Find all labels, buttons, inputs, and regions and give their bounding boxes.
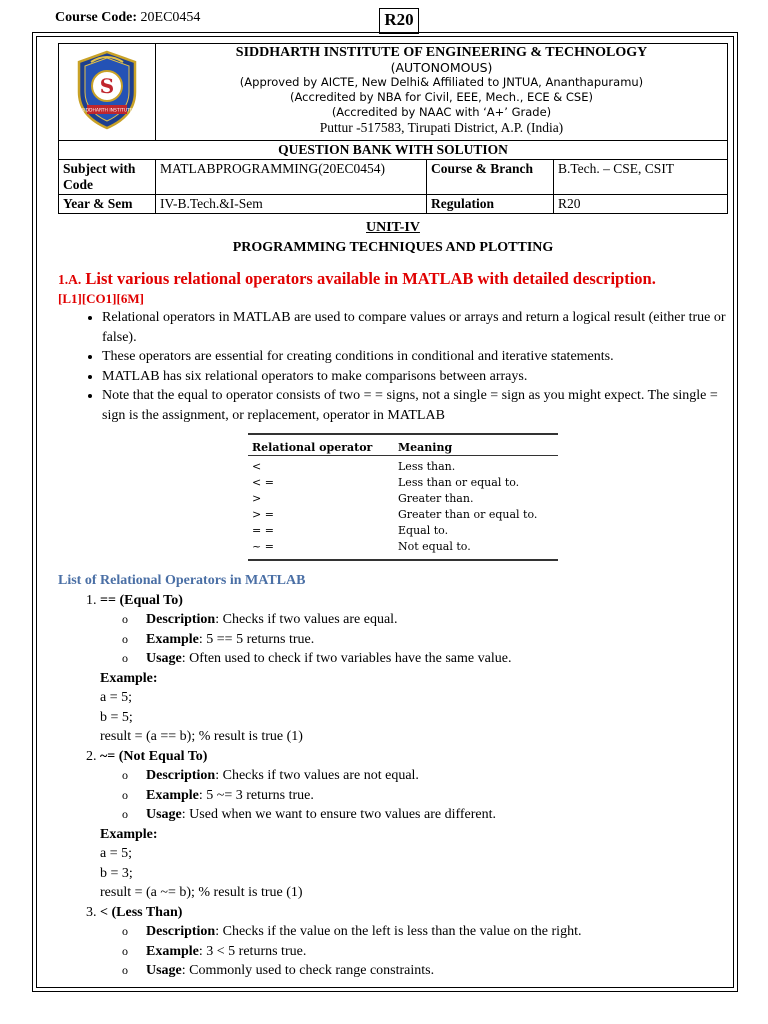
operator-details	[100, 766, 728, 825]
op-table-row	[252, 523, 552, 538]
op-meaning: Greater than.	[398, 492, 474, 505]
operator-list	[58, 591, 728, 981]
detail-item	[122, 961, 728, 981]
description-text: : Checks if two values are not equal.	[215, 768, 419, 783]
institute-logo	[71, 48, 143, 132]
op-table-col1-header: Relational operator	[252, 441, 373, 454]
operator-item	[100, 747, 728, 903]
operator-details	[100, 610, 728, 669]
bullet-item: • Relational operators in MATLAB are used to compare values or arrays and return a logical result (either true or false).	[102, 308, 728, 347]
regulation-label: Regulation	[427, 195, 554, 214]
course-code-value: 20EC0454	[140, 10, 201, 25]
detail-item	[122, 805, 728, 825]
detail-item	[122, 922, 728, 942]
description-label: Description	[146, 768, 216, 783]
op-table-row	[252, 507, 552, 522]
usage-text: : Often used to check if two variables have the same value.	[181, 651, 512, 666]
usage-label: Usage	[146, 651, 182, 666]
op-symbol: ~ =	[252, 540, 274, 553]
main-content	[58, 218, 728, 981]
list-heading: List of Relational Operators in MATLAB	[58, 573, 306, 588]
op-meaning: Less than or equal to.	[398, 476, 520, 489]
op-symbol: > =	[252, 508, 274, 521]
example-text: : 3 < 5 returns true.	[198, 943, 307, 959]
regulation-value: R20	[554, 195, 728, 214]
detail-item	[122, 630, 728, 650]
bullet-item: • MATLAB has six relational operators to make comparisons between arrays.	[102, 367, 728, 387]
op-symbol: >	[252, 492, 262, 505]
operator-title: ~= (Not Equal To)	[100, 748, 208, 764]
question-number: 1.A.	[58, 272, 82, 287]
op-meaning: Not equal to.	[398, 540, 471, 553]
question-tags: [L1][CO1][6M]	[58, 291, 144, 306]
detail-item	[122, 610, 728, 630]
usage-label: Usage	[146, 807, 182, 822]
op-meaning: Greater than or equal to.	[398, 508, 538, 521]
operator-item	[100, 903, 728, 981]
example-heading: Example:	[100, 670, 158, 686]
question-heading	[58, 269, 728, 290]
institute-info	[156, 44, 728, 141]
detail-item	[122, 942, 728, 962]
op-symbol: = =	[252, 524, 274, 537]
course-value: B.Tech. – CSE, CSIT	[554, 160, 728, 195]
code-line: b = 5;	[100, 709, 133, 725]
unit-title: PROGRAMMING TECHNIQUES AND PLOTTING	[232, 239, 554, 255]
subject-label: Subject with Code	[59, 160, 156, 195]
description-label: Description	[146, 924, 216, 939]
operator-details	[100, 922, 728, 981]
code-line: a = 5;	[100, 690, 132, 705]
operator-title: == (Equal To)	[100, 592, 183, 608]
intro-bullets	[58, 308, 728, 425]
op-table-col2-header: Meaning	[398, 441, 453, 454]
op-table-row	[252, 539, 552, 554]
logo-cell	[59, 44, 156, 141]
example-text: : 5 ~= 3 returns true.	[198, 787, 314, 803]
operator-title: < (Less Than)	[100, 904, 183, 920]
unit-heading: UNIT-IV	[366, 220, 420, 235]
description-label: Description	[146, 612, 216, 627]
question-bank-title: QUESTION BANK WITH SOLUTION	[59, 141, 728, 160]
usage-text: : Used when we want to ensure two values are different.	[181, 807, 497, 822]
op-meaning: Equal to.	[398, 524, 449, 537]
code-line: b = 3;	[100, 865, 133, 881]
op-meaning: Less than.	[398, 460, 456, 473]
operator-item	[100, 591, 728, 747]
institute-name: SIDDHARTH INSTITUTE OF ENGINEERING & TECHNOLOGY	[235, 45, 648, 60]
naac-text: (Accredited by NAAC with ‘A+’ Grade)	[331, 105, 552, 119]
detail-item	[122, 649, 728, 669]
example-label: Example	[146, 943, 199, 959]
course-label: Course & Branch	[427, 160, 554, 195]
detail-item	[122, 786, 728, 806]
op-symbol: < =	[252, 476, 274, 489]
usage-label: Usage	[146, 963, 182, 978]
op-table-row	[252, 475, 552, 490]
course-code-label: Course Code:	[55, 10, 138, 25]
autonomous-text: (AUTONOMOUS)	[390, 60, 493, 75]
approval-text: (Approved by AICTE, New Delhi& Affiliated to JNTUA, Ananthapuramu)	[239, 75, 644, 89]
op-table-divider	[248, 455, 558, 456]
regulation-badge: R20	[379, 8, 419, 34]
question-text: List various relational operators available in MATLAB with detailed description.	[85, 269, 656, 288]
relational-operator-table	[248, 433, 558, 561]
detail-item	[122, 766, 728, 786]
course-code	[55, 10, 200, 26]
usage-text: : Commonly used to check range constraints.	[181, 963, 435, 978]
address-text: Puttur -517583, Tirupati District, A.P. (India)	[319, 120, 564, 135]
bullet-item: • Note that the equal to operator consists of two = = signs, not a single = sign as you might expect. The single = sign is the assignment, or replacement, operator in MATLAB	[102, 386, 728, 425]
description-text: : Checks if two values are equal.	[215, 612, 398, 627]
code-line: result = (a ~= b); % result is true (1)	[100, 885, 303, 900]
year-value: IV-B.Tech.&I-Sem	[156, 195, 427, 214]
code-line: result = (a == b); % result is true (1)	[100, 729, 303, 744]
example-text: : 5 == 5 returns true.	[198, 631, 315, 647]
svg-text:SIDDHARTH INSTITUTE: SIDDHARTH INSTITUTE	[81, 108, 133, 114]
op-symbol: <	[252, 460, 262, 473]
code-line: a = 5;	[100, 846, 132, 861]
header-table	[58, 43, 728, 214]
year-label: Year & Sem	[59, 195, 156, 214]
example-label: Example	[146, 631, 199, 647]
op-table-row	[252, 459, 552, 474]
nba-text: (Accredited by NBA for Civil, EEE, Mech., ECE & CSE)	[290, 90, 593, 104]
svg-text:S: S	[99, 74, 115, 98]
bullet-item: • These operators are essential for creating conditions in conditional and iterative statements.	[102, 347, 728, 367]
example-heading: Example:	[100, 826, 158, 842]
example-label: Example	[146, 787, 199, 803]
op-table-row	[252, 491, 552, 506]
subject-value: MATLABPROGRAMMING(20EC0454)	[156, 160, 427, 195]
description-text: : Checks if the value on the left is less than the value on the right.	[215, 924, 582, 939]
